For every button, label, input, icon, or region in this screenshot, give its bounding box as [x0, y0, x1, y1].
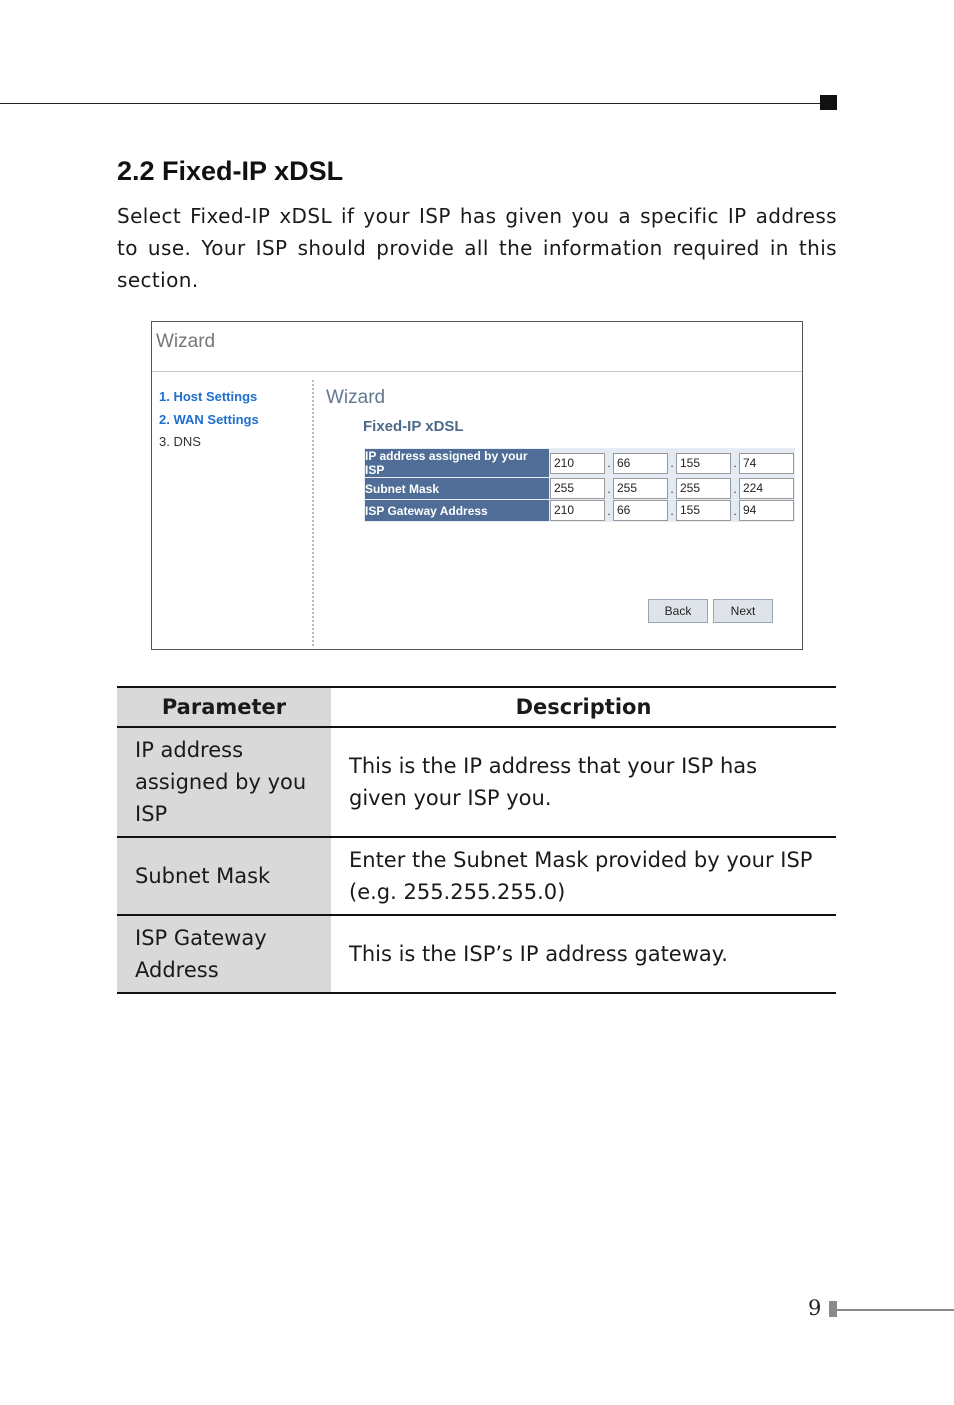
form-row-ip-address [365, 449, 794, 477]
label-subnet-mask: Subnet Mask [365, 478, 549, 499]
desc-cell: This is the ISP’s IP address gateway. [331, 915, 836, 993]
wizard-inner-title: Wizard [326, 387, 386, 408]
table-row [117, 915, 836, 993]
label-gateway: ISP Gateway Address [365, 500, 549, 521]
header-parameter: Parameter [117, 687, 331, 727]
section-heading: 2.2 Fixed-IP xDSL [117, 156, 344, 186]
intro-paragraph: Select Fixed-IP xDSL if your ISP has given you a specific IP address to use. Your ISP should provide all the information required in this section. [117, 204, 837, 292]
page-number-bar [829, 1301, 837, 1317]
mask-octet-3-input[interactable]: 255 [676, 478, 731, 499]
ip-octet-1-input[interactable]: 210 [550, 453, 605, 474]
param-cell: ISP Gateway Address [117, 915, 331, 993]
table-row [117, 837, 836, 915]
gateway-fields: 210 . 66 . 155 . 94 [550, 500, 794, 521]
step-host-settings[interactable]: 1. Host Settings [159, 389, 258, 404]
wizard-window-title: Wizard [156, 331, 216, 352]
wizard-title-divider [152, 371, 802, 372]
param-cell: IP address assigned by you ISP [117, 727, 331, 837]
page-number-line [837, 1309, 954, 1311]
header-rule [0, 103, 822, 104]
gw-octet-1-input[interactable]: 210 [550, 500, 605, 521]
param-cell: Subnet Mask [117, 837, 331, 915]
gw-octet-2-input[interactable]: 66 [613, 500, 668, 521]
ip-octet-4-input[interactable]: 74 [739, 453, 794, 474]
table-header-row [117, 687, 836, 727]
gw-octet-4-input[interactable]: 94 [739, 500, 794, 521]
ip-octet-2-input[interactable]: 66 [613, 453, 668, 474]
next-button[interactable]: Next [713, 599, 773, 623]
wizard-screenshot [151, 321, 803, 650]
ip-address-fields: 210 . 66 . 155 . 74 [550, 449, 794, 477]
mask-octet-2-input[interactable]: 255 [613, 478, 668, 499]
label-ip-address: IP address assigned by your ISP [365, 449, 549, 477]
page-number: 9 [808, 1296, 822, 1320]
wizard-vertical-divider [312, 380, 314, 646]
header-description: Description [331, 687, 836, 727]
header-square-marker [820, 95, 837, 110]
parameter-table [117, 686, 836, 994]
form-title: Fixed-IP xDSL [363, 418, 464, 435]
desc-cell: Enter the Subnet Mask provided by your ISP (e.g. 255.255.255.0) [331, 837, 836, 915]
table-row [117, 727, 836, 837]
step-dns: 3. DNS [159, 434, 201, 449]
form-row-subnet-mask [365, 478, 794, 499]
mask-octet-4-input[interactable]: 224 [739, 478, 794, 499]
gw-octet-3-input[interactable]: 155 [676, 500, 731, 521]
ip-octet-3-input[interactable]: 155 [676, 453, 731, 474]
subnet-mask-fields: 255 . 255 . 255 . 224 [550, 478, 794, 499]
form-row-gateway [365, 500, 794, 521]
ip-settings-form [364, 448, 795, 522]
desc-cell: This is the IP address that your ISP has given your ISP you. [331, 727, 836, 837]
back-button[interactable]: Back [648, 599, 708, 623]
wizard-steps-list [159, 386, 259, 454]
step-wan-settings[interactable]: 2. WAN Settings [159, 411, 259, 427]
mask-octet-1-input[interactable]: 255 [550, 478, 605, 499]
